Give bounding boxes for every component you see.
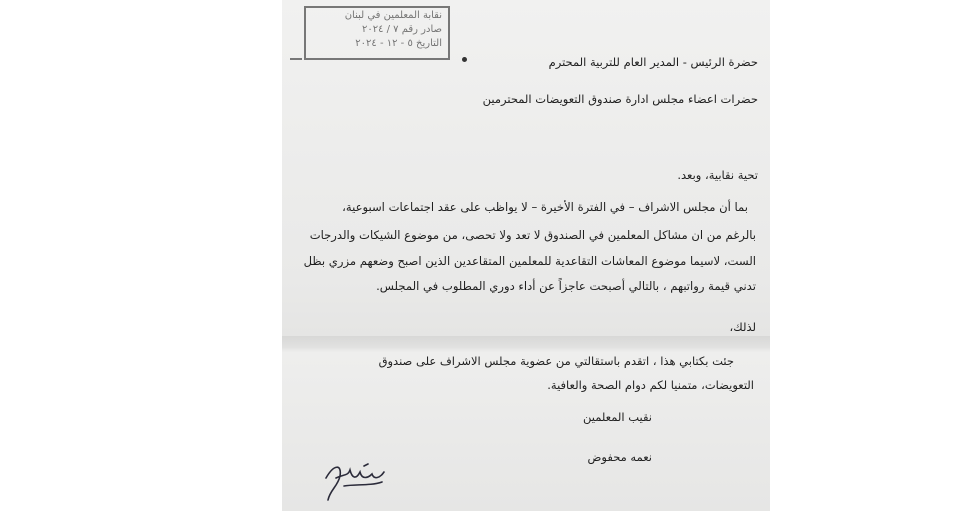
addressee-line-2: حضرات اعضاء مجلس ادارة صندوق التعويضات المحترمين	[482, 92, 758, 106]
incoming-stamp	[304, 6, 450, 60]
body-line: بما أن مجلس الاشراف – في الفترة الأخيرة – لا يواظب على عقد اجتماعات اسبوعية،	[342, 200, 748, 214]
body-line: الست، لاسيما موضوع المعاشات التقاعدية للمعلمين المتقاعدين الذين اصبح وضعهم مزري بظل	[303, 254, 756, 268]
letter-page	[282, 0, 770, 511]
signatory-title: نقيب المعلمين	[582, 410, 652, 424]
stamp-date-label: التاريخ	[416, 38, 442, 49]
therefore-line: لذلك،	[729, 320, 756, 334]
stamp-issue-label: صادر رقم	[401, 24, 442, 35]
body-line: بالرغم من ان مشاكل المعلمين في الصندوق لا تعد ولا تحصى، من موضوع الشيكات والدرجات	[309, 228, 756, 242]
signatory-name: نعمه محفوض	[587, 450, 652, 464]
stamp-mark	[290, 58, 302, 60]
stamp-date	[312, 37, 442, 51]
stamp-issue-number: ٧ / ٢٠٢٤	[361, 24, 399, 35]
greeting: تحية نقابية، وبعد.	[677, 168, 758, 182]
handwritten-signature	[320, 456, 390, 504]
body-line: تدني قيمة رواتبهم ، بالتالي أصبحت عاجزاً عن أداء دوري المطلوب في المجلس.	[376, 279, 756, 293]
ink-dot	[462, 57, 467, 62]
paper-fold	[282, 336, 770, 350]
stamp-issue	[312, 23, 442, 37]
closing-line: التعويضات، متمنيا لكم دوام الصحة والعافية.	[547, 378, 754, 392]
addressee-line-1: حضرة الرئيس - المدير العام للتربية المحترم	[548, 55, 758, 69]
stamp-org: نقابة المعلمين في لبنان	[344, 10, 442, 21]
closing-line: جئت بكتابي هذا ، اتقدم باستقالتي من عضوية مجلس الاشراف على صندوق	[378, 354, 734, 368]
stamp-date-value: ٥ - ١٢ - ٢٠٢٤	[355, 38, 413, 49]
